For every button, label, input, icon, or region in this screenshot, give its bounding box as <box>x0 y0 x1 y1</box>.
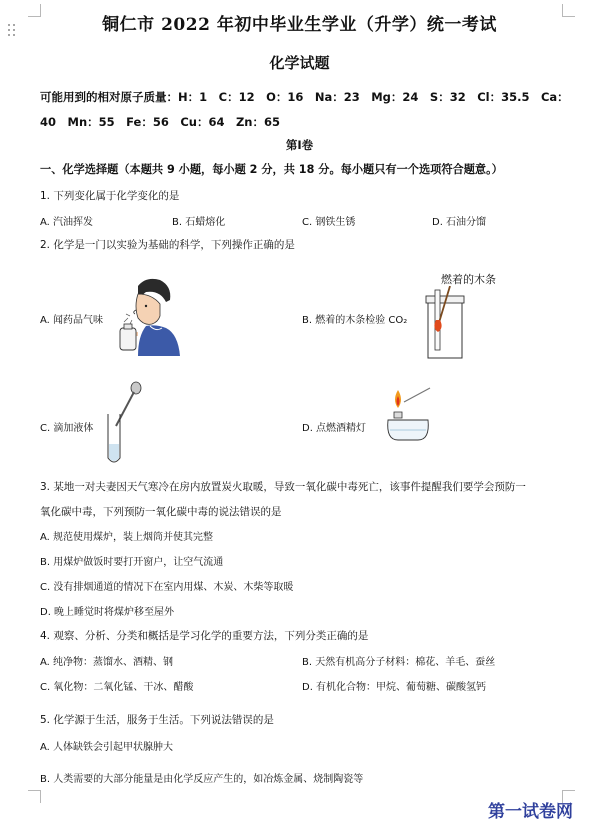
question-4-option-a: A. 纯净物：蒸馏水、酒精、钢 <box>40 657 174 668</box>
question-4-option-c: C. 氧化物：二氧化锰、干冰、醋酸 <box>40 682 194 693</box>
question-2-option-d: D. 点燃酒精灯 <box>302 423 367 434</box>
question-1-option-c: C. 钢铁生锈 <box>302 217 356 228</box>
dropper-figure <box>100 378 144 466</box>
question-1-option-b: B. 石蜡熔化 <box>172 217 226 228</box>
question-5-option-b: B. 人类需要的大部分能量是由化学反应产生的，如冶炼金属、烧制陶瓷等 <box>40 774 364 785</box>
question-3-option-b: B. 用煤炉做饭时要打开窗户，让空气流通 <box>40 557 224 568</box>
burning-splint-figure <box>420 286 468 362</box>
question-4-stem: 4. 观察、分析、分类和概括是学习化学的重要方法，下列分类正确的是 <box>40 630 369 642</box>
volume-title: 第Ⅰ卷 <box>285 138 314 152</box>
site-watermark: 第一试卷网 <box>488 802 573 822</box>
question-3-stem-line-1: 3. 某地一对夫妻因天气寒冷在房内放置炭火取暖，导致一氧化碳中毒死亡，该事件提醒我们要学会预防一 <box>40 481 526 493</box>
question-5-stem: 5. 化学源于生活，服务于生活。下列说法错误的是 <box>40 714 274 726</box>
question-3-option-c: C. 没有排烟通道的情况下在室内用煤、木炭、木柴等取暖 <box>40 582 294 593</box>
question-3-stem-line-2: 氧化碳中毒，下列预防一氧化碳中毒的说法错误的是 <box>40 506 282 518</box>
smell-chemical-figure <box>116 276 182 356</box>
alcohol-lamp-figure <box>384 382 436 442</box>
question-2-option-b: B. 燃着的木条检验 CO₂ <box>302 315 408 326</box>
question-2-stem: 2. 化学是一门以实验为基础的科学，下列操作正确的是 <box>40 239 295 251</box>
question-2-option-a: A. 闻药品气味 <box>40 315 104 326</box>
question-4-option-b: B. 天然有机高分子材料：棉花、羊毛、蚕丝 <box>302 657 496 668</box>
question-3-option-a: A. 规范使用煤炉，装上烟筒并使其完整 <box>40 532 214 543</box>
exam-title: 铜仁市 2022 年初中毕业生学业（升学）统一考试 <box>102 15 497 35</box>
section-heading: 一、化学选择题（本题共 9 小题，每小题 2 分，共 18 分。每小题只有一个选项符合题意。） <box>40 163 503 176</box>
burning-splint-label: 燃着的木条 <box>441 273 496 286</box>
atomic-masses-line-2: 40 Mn：55 Fe：56 Cu：64 Zn：65 <box>40 115 280 129</box>
question-3-option-d: D. 晚上睡觉时将煤炉移至屋外 <box>40 607 175 618</box>
question-1-option-a: A. 汽油挥发 <box>40 217 94 228</box>
atomic-masses-line-1: 可能用到的相对原子质量：H：1 C：12 O：16 Na：23 Mg：24 S：32 Cl：35.5 Ca： <box>40 90 569 104</box>
question-1-option-d: D. 石油分馏 <box>432 217 487 228</box>
question-5-option-a: A. 人体缺铁会引起甲状腺肿大 <box>40 742 174 753</box>
question-1-stem: 1. 下列变化属于化学变化的是 <box>40 190 180 202</box>
crop-mark-bottom-left <box>28 790 41 803</box>
question-4-option-d: D. 有机化合物：甲烷、葡萄糖、碳酸氢钙 <box>302 682 487 693</box>
question-2-option-c: C. 滴加液体 <box>40 423 94 434</box>
exam-subject: 化学试题 <box>269 54 330 72</box>
